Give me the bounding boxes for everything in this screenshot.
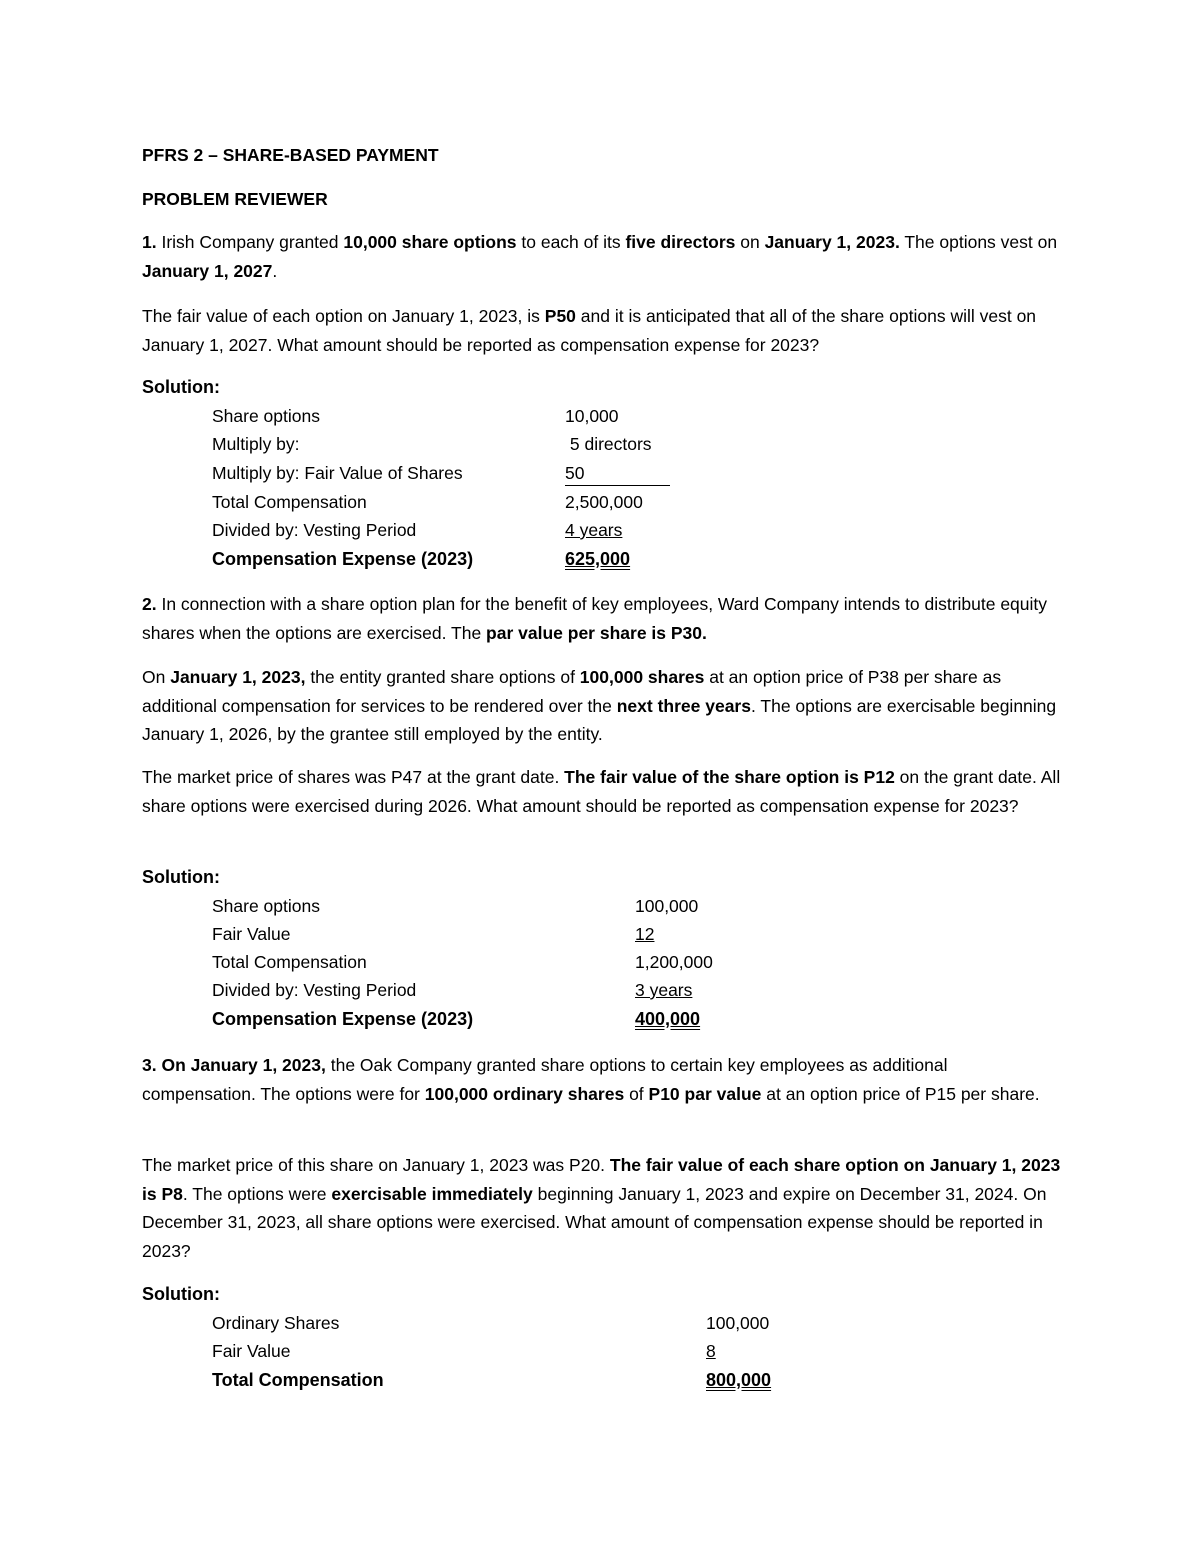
p1-row-value: 4 years [565,520,623,540]
p3-row-label: Ordinary Shares [212,1313,340,1333]
problem-2-grant: On January 1, 2023, the entity granted share options of 100,000 shares at an option price of P38 per share as additional compensation for services to be rendered over the next three years. The options are exercisable beginning January 1, 2026, by the grantee still employed by the entity. [142,667,1057,745]
problem-2-details: The market price of shares was P47 at the grant date. The fair value of the share option is P12 on the grant date. All share options were exercised during 2026. What amount should be reported as compensation expense for 2023? [142,767,1061,816]
p2-row-label: Fair Value [212,924,291,944]
p2-row-label: Share options [212,896,320,916]
p2-total-value: 400,000 [635,1009,701,1029]
p2-row-label: Divided by: Vesting Period [212,980,417,1000]
p1-row-value: 50 [565,465,670,486]
problem-1-solution-label: Solution: [142,377,220,397]
p1-total-value: 625,000 [565,549,631,569]
p3-total-label: Total Compensation [212,1370,384,1390]
p3-total-value: 800,000 [706,1370,772,1390]
p3-row-label: Fair Value [212,1341,291,1361]
problem-3-question: 3. On January 1, 2023, the Oak Company granted share options to certain key employees as additional compensation. The options were for 100,000 ordinary shares of P10 par value at an option price of P15 per share. [142,1055,1040,1104]
p1-row-value: 10,000 [565,406,619,426]
p2-row-value: 1,200,000 [635,952,713,972]
p1-row-value: 2,500,000 [565,492,643,512]
problem-2-question: 2. In connection with a share option plan for the benefit of key employees, Ward Company intends to distribute equity shares when the options are exercised. The par value per share is P30. [142,594,1048,643]
p3-row-value: 8 [706,1341,716,1361]
problem-3-details: The market price of this share on January 1, 2023 was P20. The fair value of each share option on January 1, 2023 is P8. The options were exercisable immediately beginning January 1, 2023 and expire on December 31, 2024. On December 31, 2023, all share options were exercised. What amount of compensation expense should be reported in 2023? [142,1155,1061,1262]
problem-3-solution-label: Solution: [142,1284,220,1304]
p2-row-label: Total Compensation [212,952,367,972]
p2-row-value: 12 [635,924,655,944]
problem-1-question: 1. Irish Company granted 10,000 share options to each of its five directors on January 1, 2023. The options vest on January 1, 2027. [142,232,1058,281]
p2-row-value: 3 years [635,980,693,1000]
p1-row-label: Multiply by: Fair Value of Shares [212,463,463,483]
p2-total-label: Compensation Expense (2023) [212,1009,474,1029]
problem-2-solution-label: Solution: [142,867,220,887]
p1-total-label: Compensation Expense (2023) [212,549,474,569]
p1-row-label: Multiply by: [212,434,300,454]
p2-row-value: 100,000 [635,896,699,916]
p1-row-value: 5 directors [565,434,652,454]
p1-row-label: Share options [212,406,320,426]
p1-row-label: Total Compensation [212,492,367,512]
document-subtitle: PROBLEM REVIEWER [142,189,328,209]
document-title: PFRS 2 – SHARE-BASED PAYMENT [142,145,439,165]
problem-1-details: The fair value of each option on January 1, 2023, is P50 and it is anticipated that all of the share options will vest on January 1, 2027. What amount should be reported as compensation expense for 2023? [142,306,1037,355]
p3-row-value: 100,000 [706,1313,770,1333]
p1-row-label: Divided by: Vesting Period [212,520,417,540]
